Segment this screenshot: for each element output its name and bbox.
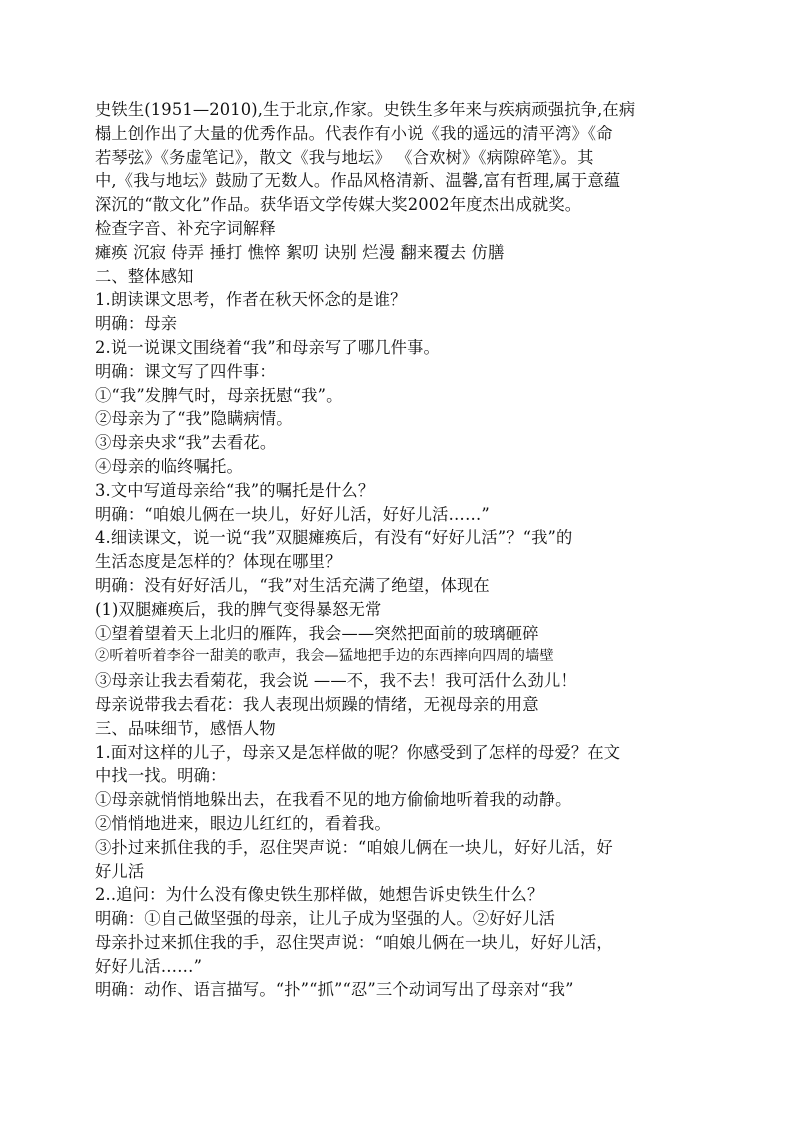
section-heading: 三、品味细节，感悟人物 xyxy=(95,718,276,738)
list-item: ③母亲央求“我”去看花。 xyxy=(95,433,277,453)
body-line: 母亲说带我去看花：我人表现出烦躁的情绪，无视母亲的用意 xyxy=(95,694,539,714)
body-line: 好好儿活……” xyxy=(95,956,203,976)
section-heading: 二、整体感知 xyxy=(95,266,194,286)
question-line: 3.文中写道母亲给“我”的嘱托是什么？ xyxy=(95,480,375,500)
list-item: ③扑过来抓住我的手，忍住哭声说：“咱娘儿俩在一块儿，好好儿活，好 xyxy=(95,837,613,857)
question-line: 中找一找。明确： xyxy=(95,766,227,786)
list-item: ②听着听着李谷一甜美的歌声，我会—猛地把手边的东西摔向四周的墙壁 xyxy=(95,648,554,665)
question-line: 1.朗读课文思考，作者在秋天怀念的是谁？ xyxy=(95,290,407,310)
body-line: 母亲扑过来抓住我的手，忍住哭声说：“咱娘儿俩在一块儿，好好儿活， xyxy=(95,932,613,952)
section-heading: 检查字音、补充字词解释 xyxy=(95,218,276,238)
list-item: ④母亲的临终嘱托。 xyxy=(95,456,243,476)
answer-line: 明确：动作、语言描写。“扑”“抓”“忍”三个动词写出了母亲对“我” xyxy=(95,980,574,1000)
question-line: 2..追问：为什么没有像史铁生那样做，她想告诉史铁生什么？ xyxy=(95,885,544,905)
list-item: ①望着望着天上北归的雁阵，我会——突然把面前的玻璃砸碎 xyxy=(95,623,539,643)
list-item: ①“我”发脾气时，母亲抚慰“我”。 xyxy=(95,385,343,405)
list-item: ③母亲让我去看菊花，我会说 ——不，我不去！我可活什么劲儿！ xyxy=(95,671,577,691)
list-item: ②母亲为了“我”隐瞒病情。 xyxy=(95,409,293,429)
question-line: 4.细读课文，说一说“我”双腿瘫痪后，有没有“好好儿活”？“我”的 xyxy=(95,528,573,548)
answer-line: 明确：母亲 xyxy=(95,314,178,334)
list-item: ①母亲就悄悄地躲出去，在我看不见的地方偷偷地听着我的动静。 xyxy=(95,790,572,810)
list-item: 好儿活 xyxy=(95,861,145,881)
question-line: 生活态度是怎样的？体现在哪里？ xyxy=(95,552,342,572)
answer-line: 明确：没有好好活儿，“我”对生活充满了绝望，体现在 xyxy=(95,575,490,595)
document-page xyxy=(95,98,710,1002)
intro-line: 深沉的“散文化”作品。获华语文学传媒大奖2002年度杰出成就奖。 xyxy=(95,195,582,215)
list-item: ②悄悄地进来，眼边儿红红的，看着我。 xyxy=(95,813,391,833)
intro-line: 榻上创作出了大量的优秀作品。代表作有小说《我的遥远的清平湾》《命 xyxy=(95,123,613,143)
intro-line: 若琴弦》《务虚笔记》，散文《我与地坛》 《合欢树》《病隙碎笔》。其 xyxy=(95,147,594,167)
list-item: (1)双腿瘫痪后，我的脾气变得暴怒无常 xyxy=(95,599,382,619)
question-line: 1.面对这样的儿子，母亲又是怎样做的呢？你感受到了怎样的母爱？在文 xyxy=(95,742,621,762)
intro-line: 中,《我与地坛》鼓励了无数人。作品风格清新、温馨,富有哲理,属于意蕴 xyxy=(95,171,621,191)
intro-line: 史铁生(1951—2010),生于北京,作家。史铁生多年来与疾病顽强抗争,在病 xyxy=(95,100,636,119)
question-line: 2.说一说课文围绕着“我”和母亲写了哪几件事。 xyxy=(95,337,440,357)
answer-line: 明确：“咱娘儿俩在一块儿，好好儿活，好好儿活……” xyxy=(95,504,490,524)
answer-line: 明确：①自己做坚强的母亲，让儿子成为坚强的人。②好好儿活 xyxy=(95,909,556,929)
vocabulary-list: 瘫痪 沉寂 侍弄 捶打 憔悴 絮叨 诀别 烂漫 翻来覆去 仿膳 xyxy=(95,242,505,262)
answer-line: 明确：课文写了四件事： xyxy=(95,361,276,381)
